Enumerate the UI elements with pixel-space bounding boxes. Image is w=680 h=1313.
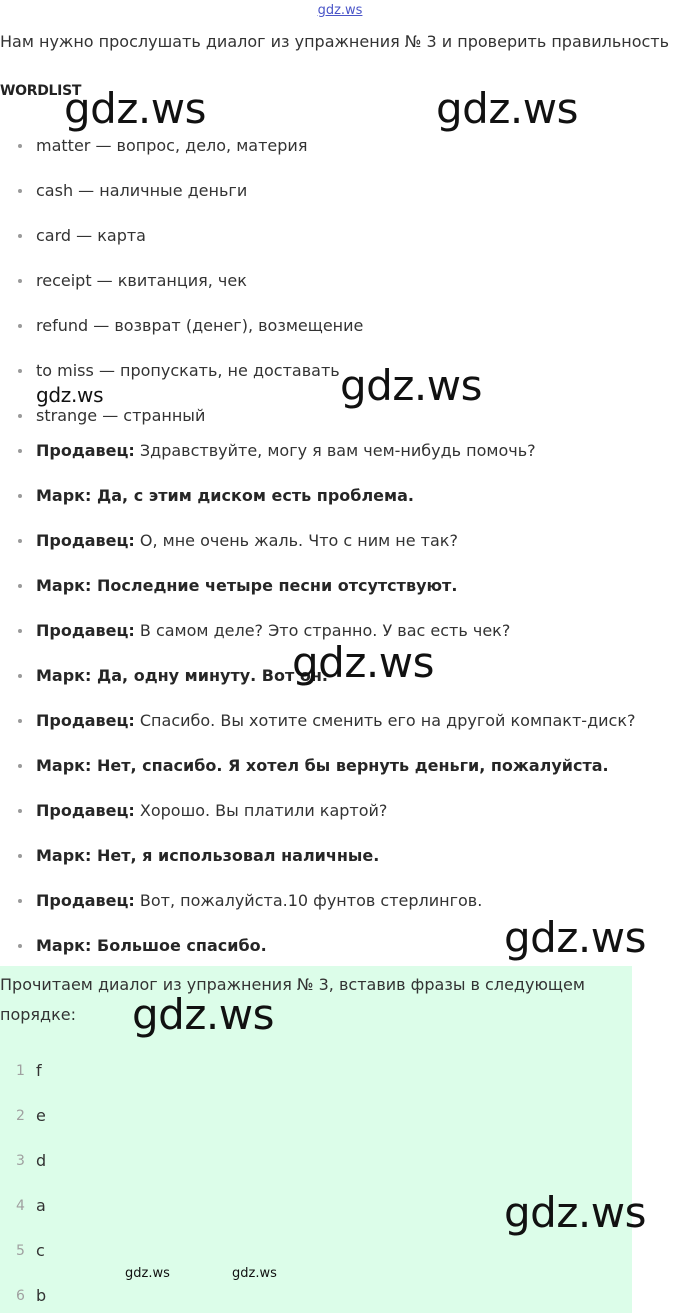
line-text: Вот, пожалуйста.10 фунтов стерлингов. bbox=[134, 891, 483, 910]
item-letter: e bbox=[36, 1106, 46, 1125]
bullet-icon bbox=[18, 944, 22, 948]
speaker-label: Продавец: bbox=[36, 621, 135, 640]
bullet-icon bbox=[18, 809, 22, 813]
bullet-icon bbox=[18, 629, 22, 633]
item-letter: c bbox=[36, 1241, 45, 1260]
bullet-icon bbox=[18, 279, 22, 283]
bullet-icon bbox=[18, 854, 22, 858]
bullet-icon bbox=[18, 449, 22, 453]
bullet-icon bbox=[18, 719, 22, 723]
watermark: gdz.ws bbox=[504, 913, 646, 962]
watermark: gdz.ws bbox=[504, 1188, 646, 1237]
line-text: Марк: Нет, спасибо. Я хотел бы вернуть деньги, пожалуйста. bbox=[36, 756, 609, 775]
speaker-label: Продавец: bbox=[36, 801, 135, 820]
bullet-icon bbox=[18, 899, 22, 903]
speaker-label: Продавец: bbox=[36, 531, 135, 550]
bullet-icon bbox=[18, 234, 22, 238]
line-text: В самом деле? Это странно. У вас есть чек? bbox=[134, 621, 511, 640]
item-letter: a bbox=[36, 1196, 46, 1215]
intro-text: Нам нужно прослушать диалог из упражнения № 3 и проверить правильность bbox=[0, 32, 670, 51]
watermark: gdz.ws bbox=[232, 1266, 277, 1281]
bullet-icon bbox=[18, 584, 22, 588]
line-text: Марк: Да, одну минуту. Вот он. bbox=[36, 666, 328, 685]
line-text: Марк: Нет, я использовал наличные. bbox=[36, 846, 380, 865]
item-number: 4 bbox=[16, 1198, 25, 1214]
watermark: gdz.ws bbox=[436, 84, 578, 133]
watermark: gdz.ws bbox=[292, 638, 434, 687]
speaker-label: Продавец: bbox=[36, 891, 135, 910]
item-letter: f bbox=[36, 1061, 42, 1080]
line-text: Марк: Да, с этим диском есть проблема. bbox=[36, 486, 414, 505]
item-letter: d bbox=[36, 1151, 47, 1170]
line-text: Здравствуйте, могу я вам чем-нибудь помочь? bbox=[134, 441, 536, 460]
bullet-icon bbox=[18, 414, 22, 418]
item-number: 1 bbox=[16, 1063, 25, 1079]
bullet-icon bbox=[18, 764, 22, 768]
line-text: Спасибо. Вы хотите сменить его на другой компакт-диск? bbox=[134, 711, 636, 730]
answer-text: Прочитаем диалог из упражнения № 3, вставив фразы в следующем порядке: bbox=[0, 975, 585, 1024]
bullet-icon bbox=[18, 539, 22, 543]
item-number: 2 bbox=[16, 1108, 25, 1124]
watermark: gdz.ws bbox=[132, 990, 274, 1039]
speaker-label: Продавец: bbox=[36, 711, 135, 730]
wordlist-title: WORDLIST bbox=[0, 83, 82, 99]
bullet-icon bbox=[18, 674, 22, 678]
watermark: gdz.ws bbox=[340, 361, 482, 410]
bullet-icon bbox=[18, 369, 22, 373]
watermark: gdz.ws bbox=[36, 383, 104, 407]
item-number: 5 bbox=[16, 1243, 25, 1259]
bullet-icon bbox=[18, 324, 22, 328]
watermark: gdz.ws bbox=[125, 1266, 170, 1281]
bullet-icon bbox=[18, 189, 22, 193]
line-text: Хорошо. Вы платили картой? bbox=[134, 801, 388, 820]
watermark: gdz.ws bbox=[64, 84, 206, 133]
line-text: О, мне очень жаль. Что с ним не так? bbox=[134, 531, 458, 550]
item-number: 6 bbox=[16, 1288, 25, 1304]
line-text: Марк: Большое спасибо. bbox=[36, 936, 267, 955]
site-link[interactable]: gdz.ws bbox=[317, 3, 363, 18]
bullet-icon bbox=[18, 144, 22, 148]
item-letter: b bbox=[36, 1286, 47, 1305]
speaker-label: Продавец: bbox=[36, 441, 135, 460]
line-text: Марк: Последние четыре песни отсутствуют. bbox=[36, 576, 458, 595]
item-number: 3 bbox=[16, 1153, 25, 1169]
bullet-icon bbox=[18, 494, 22, 498]
